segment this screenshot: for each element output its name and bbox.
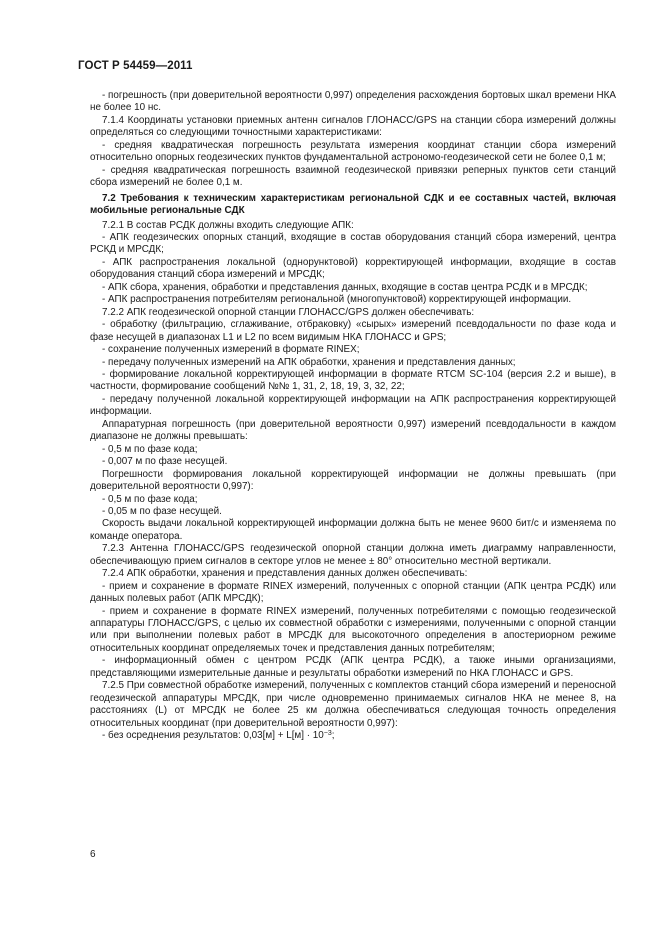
paragraph: - АПК сбора, хранения, обработки и представления данных, входящие в состав центра РСДК и в МРСДК; — [102, 281, 588, 293]
formula-tail: ; — [331, 730, 335, 742]
paragraph: - формирование локальной корректирующей информации в формате RTCM SC-104 (версия 2.2 и выше), в частности, формирование сообщений №№ 1, 31, 2, 18, 19, 3, 32, 22; — [90, 368, 616, 393]
paragraph: - 0,05 м по фазе несущей. — [102, 505, 222, 517]
paragraph: - АПК распространения потребителям региональной (многопунктовой) корректирующей информации. — [102, 294, 572, 306]
paragraph: Погрешности формирования локальной корректирующей информации не должны превышать (при доверительной вероятности 0,997): — [90, 468, 616, 493]
paragraph: - передачу полученной локальной корректирующей информации на АПК распространения корректирующей информации. — [90, 393, 616, 418]
paragraph: Скорость выдачи локальной корректирующей информации должна быть не менее 9600 бит/с и изменяема по команде оператора. — [90, 518, 616, 542]
paragraph: - обработку (фильтрацию, сглаживание, отбраковку) «сырых» измерений псевдодальности по фазе кода и фазе несущей в диапазонах L1 и L2 по всем видимым НКА ГЛОНАСС и GPS; — [90, 319, 616, 343]
paragraph: - средняя квадратическая погрешность взаимной геодезической привязки реперных пунктов сети станций сбора измерений не более 0,1 м. — [90, 164, 616, 189]
paragraph: - прием и сохранение в формате RINEX измерений, полученных потребителями с помощью геодезической аппаратуры ГЛОНАСС/GPS, с целью их совместной обработки с измерениями, полученными с опорной станции или при выполнении полевых работ в МРСДК для высокоточного определения в апостериорном режиме относительных координат определяемых точек и представления данных потребителям; — [90, 605, 616, 654]
paragraph: 7.2.4 АПК обработки, хранения и представления данных должен обеспечивать: — [102, 568, 468, 580]
paragraph-last — [90, 730, 616, 742]
paragraph: - информационный обмен с центром РСДК (АПК центра РСДК), а также иными организациями, представляющими измерительные данные и результаты обработки измерений по НКА ГЛОНАСС и GPS. — [90, 655, 616, 679]
document-header: ГОСТ Р 54459—2011 — [78, 60, 193, 72]
page-body — [90, 90, 616, 743]
paragraph: - сохранение полученных измерений в формате RINEX; — [102, 344, 360, 356]
page-number: 6 — [90, 849, 96, 860]
paragraph: Аппаратурная погрешность (при доверительной вероятности 0,997) измерений псевдодальности в каждом диапазоне не должны превышать: — [90, 418, 616, 443]
paragraph: - средняя квадратическая погрешность результата измерения координат станции сбора измерений относительно опорных геодезических пунктов фундаментальной астрономо-геодезической сети не более 0,1 м; — [90, 139, 616, 164]
paragraph: 7.1.4 Координаты установки приемных антенн сигналов ГЛОНАСС/GPS на станции сбора измерений должны определяться со следующими точностными характеристиками: — [90, 114, 616, 139]
paragraph: 7.2.1 В состав РСДК должны входить следующие АПК: — [102, 219, 354, 231]
paragraph: 7.2.5 При совместной обработке измерений, полученных с комплектов станций сбора измерений и переносной геодезической аппаратуры МРСДК, при числе одновременно принимаемых сигналов НКА не менее 8, на расстояниях (L) от МРСДК не более 25 км должна обеспечиваться следующая точность определения относительных координат (при доверительной вероятности 0,997): — [90, 680, 616, 729]
paragraph: - 0,007 м по фазе несущей. — [102, 456, 228, 468]
paragraph: - погрешность (при доверительной вероятности 0,997) определения расхождения бортовых шкал времени НКА не более 10 нс. — [90, 90, 616, 114]
paragraph: - АПК геодезических опорных станций, входящие в состав оборудования станций сбора измерений, центра РСКД и МРСДК; — [90, 231, 616, 256]
paragraph: 7.2.3 Антенна ГЛОНАСС/GPS геодезической опорной станции должна иметь диаграмму направленности, обеспечивающую прием сигналов в секторе углов не менее ± 80° относительно местной вертикали. — [90, 543, 616, 567]
formula-text: - без осреднения результатов: 0,03[м] + L[м] · 10 — [102, 730, 324, 742]
paragraph: - передачу полученных измерений на АПК обработки, хранения и представления данных; — [102, 356, 516, 368]
paragraph: - АПК распространения локальной (одноpунктовой) корректирующей информации, входящие в состав оборудования станций сбора измерений и МРСДК; — [90, 256, 616, 281]
paragraph: 7.2.2 АПК геодезической опорной станции ГЛОНАСС/GPS должен обеспечивать: — [102, 306, 475, 318]
paragraph: - 0,5 м по фазе кода; — [102, 493, 198, 505]
section-heading: 7.2 Требования к техническим характеристикам региональной СДК и ее составных частей, включая мобильные региональные СДК — [90, 192, 616, 217]
paragraph: - прием и сохранение в формате RINEX измерений, полученных с опорной станции (АПК центра РСДК) или данных полевых работ (АПК МРСДК); — [90, 580, 616, 605]
paragraph: - 0,5 м по фазе кода; — [102, 443, 198, 455]
formula-exponent: −3 — [323, 730, 332, 738]
